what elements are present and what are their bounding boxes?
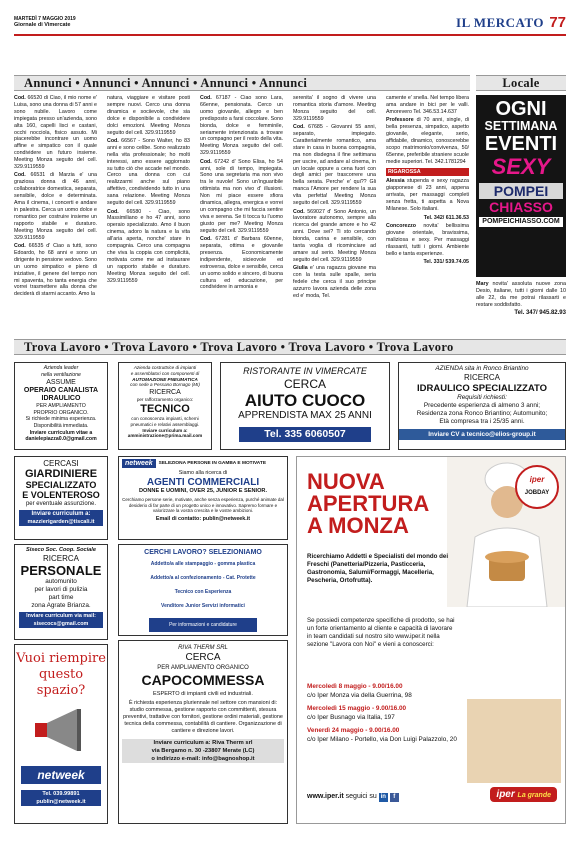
classified-ad: Professore di 70 anni, single, di bella presenza, simpatico, aspetto giovanile, elegante, serio, affidabile, dinamico, conoscerebbe scopo matrimonio/convivenza, 50/ 65enne, preferibile straniere scuole medie superiori. Tel. 342.1781294 — [386, 117, 469, 165]
classified-ad: Giulia e' una ragazza giovane ma con la testa sulle spalle, seria fedele che cerca il suo principe azzurro lavora azienda delle zona ed e' moda, Tel. — [293, 265, 376, 299]
classified-ad: Cod. 66531 di Marzia e' una graziosa donna di 46 anni, collaboratrice domestica, separata, sensibile, dolce e determinata. Ama il cinema, i concerti e andare in palestra. Cerca un uomo dolce e romantico per costruire insieme un rapporto stabile e duraturo. Meeting Monza seguito del cell. 329.9119559 — [14, 172, 97, 241]
paper-name: Giornale di Vimercate — [14, 22, 71, 28]
jobday-badge: iper JOBDAY — [515, 465, 559, 509]
classified-ad: Cod. 569027 d' Sono Antonio, un lavoratore autonomo, sempre alla ricerca del grande amore e ho 42 anni. Dove sei? Ti sto cercando bionda, carina e sensibile, con tanta voglia di ricominciare ad amare sul serio. Meeting Monza seguito del cell. 329.9119559 — [293, 208, 376, 263]
netweek-logo: netweek — [122, 459, 156, 468]
iper-website[interactable]: www.iper.it seguici su in f — [307, 793, 399, 802]
classified-column-4 — [293, 95, 376, 333]
rigarossa-tag: RIGAROSSA — [386, 168, 469, 177]
locale-column — [476, 95, 566, 316]
classified-ad: Cod. 67242 d' Sono Elisa, ho 54 anni, sole di tempo, impiegata. Sono una segretaria ma non vivo tra le nuvole! Sono un'inguaribile ottimista ma non vivo d' illusioni. Non mi piace essere sfiora dinamica, allegra, energica e vorrei un compagno che mi faccia sentire viva e serena. Se ti tocca tu l'uomo giusto per me? Meeting Monza seguito del cell. 329.9119559 — [200, 158, 283, 234]
classified-ad: natura, viaggiare e visitare posti sempre nuovi. Cerco una donna dinamica e sociievole, che sia dolce e disponibile a condividere dolci emozioni. Meeting Monza seguito del cell. 329.9119559 — [107, 95, 190, 136]
issue-date: MARTEDÌ 7 MAGGIO 2019 — [14, 16, 76, 22]
ad-tecnico: Azienda costruttrice di impianti e assemblatori con componenti di AUTOMAZIONE PNEUMATICA con sede a Pessano Bornago (MI) RICERCA per rafforzamento organico: TECNICO con conoscenza impianti, schemi pneumatici e relativi assemblaggi. Inviare curriculum a: amministrazione@prima.mail.com — [118, 362, 212, 450]
classified-ad: Cod. 67685 - Giovanni 55 anni, separato, impiegato. Caratterialmente romantico, ama stare in casa in buona compagnia, ma non disdegna il fine settimana per uscire, ad andare al cinema, in un locale oppure a cena fuori con degli amici per trascorrere una bella serata. Perche' e' qui?? Gli manca l'Amore per rendere la sua vita perfetta! Meeting Monza seguito del cell. 329.9119559 — [293, 124, 376, 207]
dates-list: Mercoledì 8 maggio - 9.00/16.00 c/o Iper Monza via della Guerrina, 98 Mercoledì 15 maggio - 9.00/16.00 c/o Iper Busnago via Italia, 197 Venerdì 24 maggio - 9.00/16.00 c/o Iper Milano - Portello, via Don Luigi Palazzolo, 20 — [307, 683, 457, 743]
classified-phone: Tel. 331/ 539.74.05 — [423, 258, 469, 265]
job-item: Addetto/a al confezionamento - Cat. Protette — [150, 575, 256, 581]
iper-logo: iper La grande — [490, 787, 557, 802]
ad-operaio-canalista: Azienda leader nella ventilazione ASSUME OPERAIO CANALISTA IDRAULICO PER AMPLIAMENTO PROPRIO ORGANICO. Si richiede minima esperienza. Disponibilità immediata. Inviare curriculum vitae a danielepiazza0.0@gmail.com — [14, 362, 108, 450]
ad-netweek-space: Vuoi riempire questo spazio? netweek Tel. 039.99891 publin@netweek.it — [14, 644, 108, 824]
classified-ad: Cod. 66535 d' Ciao a tutti, sono Edoardo, ho 68 anni e sono un dirigente in pensione vedovo. Sono un uomo simpatico e pieno di iniziative, il genere del tempo non mi spaventa, ho tanta energia che vorrei trasmettere alla donna che deciderà di starmi accanto. Amo la — [14, 243, 97, 298]
ad-cerchi-lavoro: CERCHI LAVORO? SELEZIONIAMO Addetto/a alle stampaggio - gomma plastica Addetto/a al confezionamento - Cat. Protette Tecnico con Esperienza Venditore Junior Servizi informatici Per informazioni e candidature — [118, 544, 288, 636]
classified-column-5 — [386, 95, 469, 333]
classified-ad: Cod. 66567 - Sono Walter, ho 83 anni e sono celibe. Sono realizzato nella vita professionale; ho molti interessi, amo essere aggiornato su tutto ciò che accade nel mondo. Cerco una donna con cui realizzarmi anche sul piano affettivo, condividendo tutto in una sana relazione. Meeting Monza seguito del cell. 329.9119559 — [107, 137, 190, 207]
headline: NUOVA APERTURA A MONZA — [307, 469, 430, 538]
classified-ad: Cod. 66580 - Ciao, sono Massimiliano e ho 47 anni, sono operaio specializzato. Amo il buon cinema, adoro la natura e la vita all'aria aperta, nonche' stare in compagnia. Cerco una compagna che viva la coppia con complicità, motivata come me ad instaurare un rapporto stabile e duraturo. Meeting Monza seguito del cell. 329.9119559 — [107, 208, 190, 284]
job-item: Venditore Junior Servizi informatici — [161, 603, 245, 609]
classified-ad: Alessia stupenda e sexy ragazza giapponese di 23 anni, appena arrivata, per massaggi completi senza fretta, ti aspetta a Nova Milanese. Solo italiani. — [386, 178, 469, 213]
classified-ad: Cod. 67187 - Ciao sono Lara, 66enne, pensionata. Cerco un uomo giovanile, allegro e ben predisposto a farsi coccolare. Sono bionda, dolce e femminile, seriamente intenzionata a trovare un compagno per il resto della vita. Meeting Monza seguito del cell. 329.9119559 — [200, 95, 283, 157]
facebook-icon[interactable]: f — [390, 793, 399, 802]
job-item: Addetto/a alle stampaggio - gomma plastica — [150, 561, 256, 567]
classified-column-3 — [200, 95, 283, 333]
ad-aiuto-cuoco: RISTORANTE IN VIMERCATE CERCA AIUTO CUOCO APPRENDISTA MAX 25 ANNI Tel. 335 6060507 — [220, 362, 390, 450]
classified-phone: Tel. 342/ 611.36.53 — [423, 214, 469, 221]
ad-personale-pulizia: Siseco Soc. Coop. Sociale RICERCA PERSONALE automunito per lavori di pulizia part time zona Agrate Brianza. Inviare curriculum via mail: sisecocs@gmail.com — [14, 544, 108, 640]
classified-column-1 — [14, 95, 97, 333]
annunci-bar: Annunci • Annunci • Annunci • Annunci • Annunci — [14, 75, 470, 91]
locale-phone: Tel. 347/ 945.82.93 — [514, 310, 566, 316]
ad-iper-nuova-apertura: NUOVA APERTURA A MONZA iper JOBDAY Ricerchiamo Addetti e Specialisti del mondo dei Freschi (Panetteria/Pizzeria, Pasticceria, Gastronomia, Salumi/Formaggi, Macelleria, Pescheria, Ortofrutta). Se possiedi competenze specifiche di prodotto, se hai un forte orientamento al cliente e capacità di lavorare in team candidati sul nostro sito www.iper.it nella sezione "Lavora con Noi" e vieni a conoscerci: Mercoledì 8 maggio - 9.00/16.00 c/o Iper Monza via della Guerrina, 98 Mercoledì 15 maggio - 9.00/16.00 c/o Iper Busnago via Italia, 197 Venerdì 24 maggio - 9.00/16.00 c/o Iper Milano - Portello, via Don Luigi Palazzolo, 20 www.iper.it seguici su in f iper La grande — [296, 456, 566, 824]
ad-agenti-commerciali: netweek SELEZIONA PERSONE IN GAMBA E MOTIVATE Siamo alla ricerca di AGENTI COMMERCIALI DONNE E UOMINI, OVER 25, JUNIOR E SENIOR. Cerchiamo persone serie, motivate, anche senza esperienza, purché animate dal desiderio di far parte di un progetto unico e innovativo. Sapremo formare e valorizzare la vostra crescita e le vostre ambizioni. Email di contatto: publin@netweek.it — [118, 456, 288, 540]
pompei-chiasso-ad: OGNI SETTIMANA EVENTI SEXY POMPEI CHIASSO POMPEICHIASSO.COM — [476, 95, 566, 277]
ad-giardiniere: CERCASI GIARDINIERE SPECIALIZZATO E VOLENTEROSO per eventuale assunzione. Inviare curriculum a: mazzierigarden@tiscali.it — [14, 456, 108, 540]
classified-columns — [14, 95, 470, 333]
ad-idraulico-specializzato: AZIENDA sita in Ronco Briantino RICERCA IDRAULICO SPECIALIZZATO Requisiti richiesti: Precedente esperienza di almeno 3 anni; Residenza zona Ronco Briantino; Automunito; Età compresa tra i 25/35 anni. Inviare CV a tecnico@elios-group.it — [398, 362, 566, 450]
trova-lavoro-bar: Trova Lavoro • Trova Lavoro • Trova Lavoro • Trova Lavoro • Trova Lavoro — [14, 339, 566, 355]
classified-ad: serenita' il sogno di vivere una romantica storia d'amore. Meeting Monza seguito del cell. 329.9119559 — [293, 95, 376, 122]
megaphone-icon — [31, 705, 91, 755]
classified-ad: Concorezzo novita' bellissima giovane orientale, bravissima, maliziosa e sexy. Per massaggi rilassanti, tutti i giorni. Ambiente bello e tanta esperienze. — [386, 222, 469, 257]
locale-ad: Mary novita' assoluta nuove zona Desio, italiane, tutti i giorni dalle 10 alle 22, da me potrai rilassarti e restare soddisfatto. — [476, 281, 566, 308]
classified-ad: Cod. 66520 di Ciao, il mio nome e' Luisa, sono una donna di 57 anni e sono nubile. Lavoro come impiegata presso un'azienda, sono alta 160, capelli lisci e castani, occhi nocciola, fisico assuto. Mi piacerebbe incontrare un uomo affine e simpatico con il quale condividere un futuro insieme. Meeting Monza seguito del cell. 329.9119559 — [14, 95, 97, 171]
job-item: Tecnico con Esperienza — [174, 589, 232, 595]
ad-capocommessa: RIVA THERM SRL CERCA PER AMPLIAMENTO ORGANICO CAPOCOMMESSA ESPERTO di impianti civili ed industriali. È richiesta esperienza pluriennale nel settore con mansioni di: studio commessa, gestione rapporto con committenti, stesura preventivi, trattative con fornitori, gestione ordini materiali, gestione tecnica della commessa, contabilità di cantiere. Organizzazione di cantiere e direzione lavori. Inviare curriculum a: Riva Therm srl via Bergamo n. 30 -23807 Merate (LC) o indirizzo e-mail: info@bagnoshop.it — [118, 640, 288, 824]
bread-photo — [467, 699, 561, 783]
classified-column-2 — [107, 95, 190, 333]
classified-ad: camente e' snella. Nel tempo libera ama andare in bici per le valli. Amorevero Tel. 346.53.14.637 — [386, 95, 469, 115]
netweek-logo: netweek — [21, 766, 101, 784]
page-header — [14, 14, 566, 36]
classified-ad: Cod. 67281 d' Barbara 60enne, separata, ottima e giovanile presenza. Economicamente indipendente, sicieovole ed estroversa, dolce e sensibile, cerca un uomo solido e sincero, di buona cultura ed educazione, per condividere in armonia e — [200, 236, 283, 291]
page-number: 77 — [549, 14, 566, 31]
locale-bar: Locale — [476, 75, 566, 91]
section-title: IL MERCATO — [456, 15, 544, 30]
linkedin-icon[interactable]: in — [380, 794, 386, 800]
